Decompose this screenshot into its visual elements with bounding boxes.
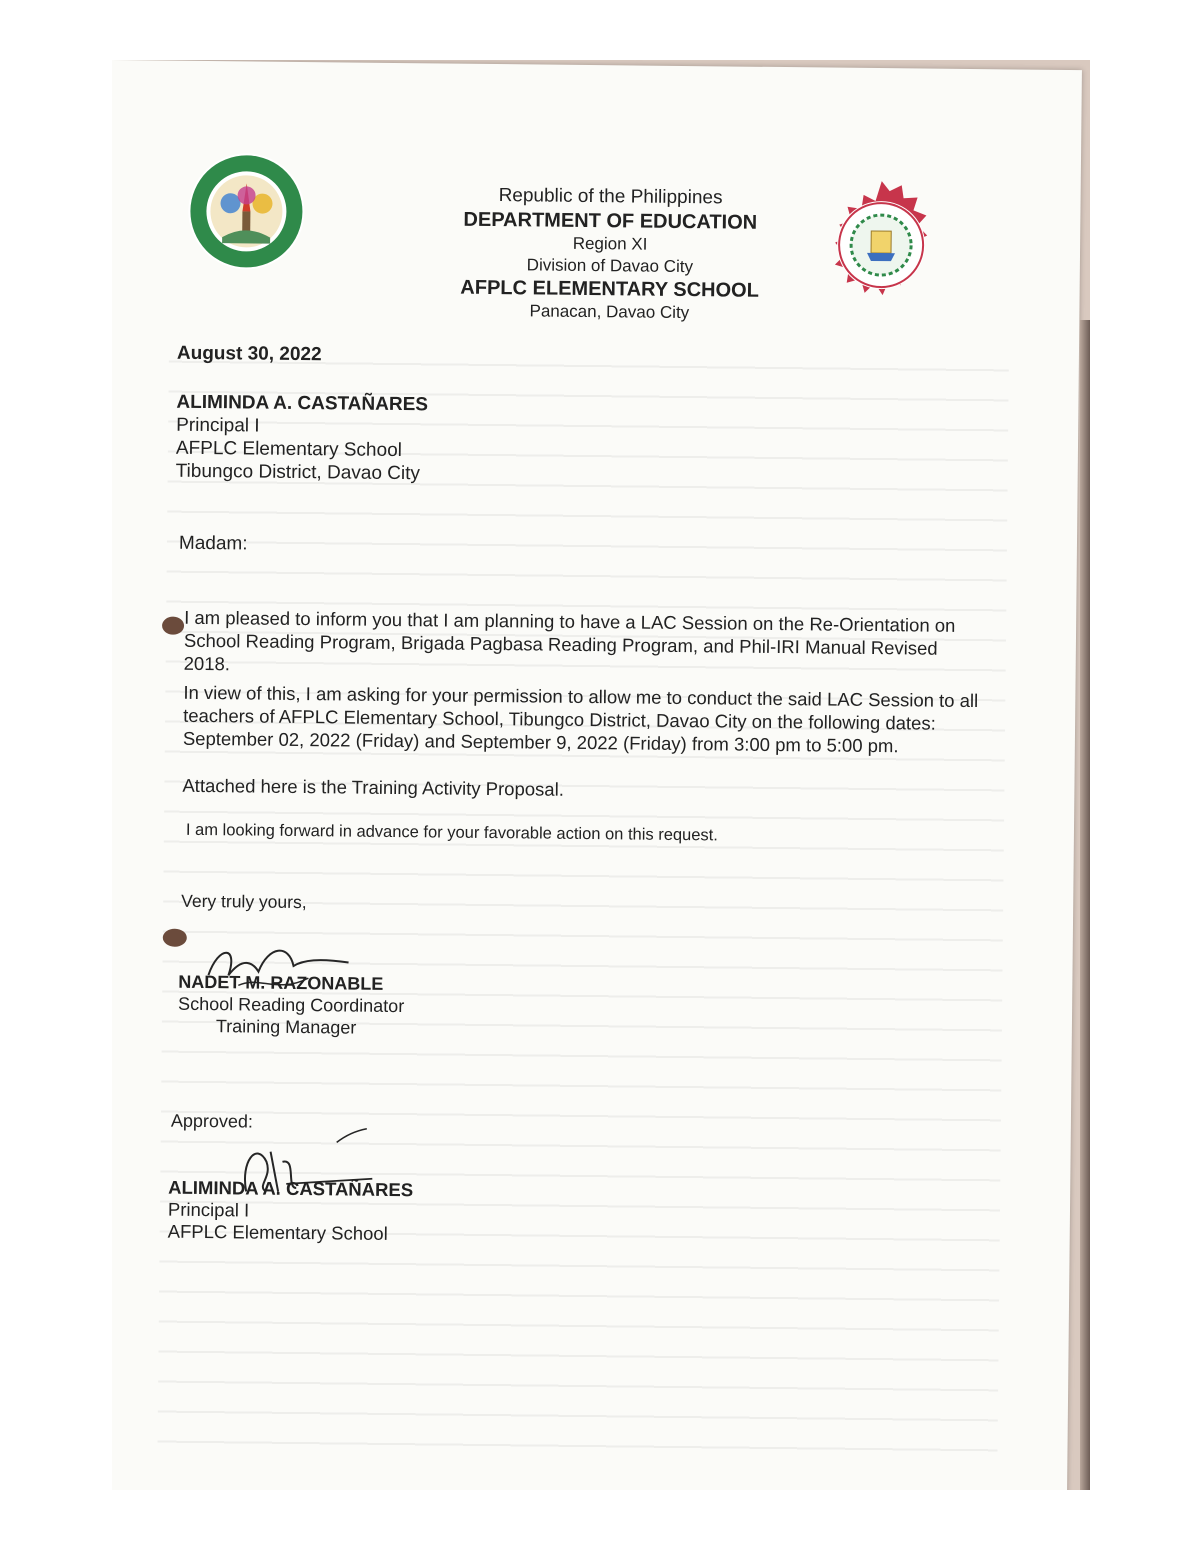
approver-title: Principal I [167,1198,250,1221]
recipient-name: ALIMINDA A. CASTAÑARES [176,391,429,416]
sender-role-2: Training Manager [215,1016,357,1038]
document-photo [112,60,1090,1490]
approver-block [168,1177,414,1246]
letterhead-country: Republic of the Philippines [498,185,723,209]
ink-blot [163,929,187,947]
recipient-district: Tibungco District, Davao City [175,460,421,485]
letterhead-department: DEPARTMENT OF EDUCATION [463,208,758,234]
approved-label: Approved: [170,1110,254,1132]
davao-city-division-seal-icon [188,153,305,270]
letterhead-region: Region XI [572,233,648,254]
sender-name: NADET M. RAZONABLE [178,971,384,994]
body-paragraph-2: In view of this, I am asking for your permission to allow me to conduct the said LAC Session to all teachers of AFPLC Elementary School, Tibungco District, Davao City on the following dates: September 02, 2022 (Friday) and September 9, 2022 (Friday) from 3:00 pm to 5:00 pm. [182,681,979,757]
recipient-school: AFPLC Elementary School [175,437,403,462]
recipient-block [176,391,429,486]
sender-block [178,971,405,1039]
letterhead-address: Panacan, Davao City [529,301,690,323]
letter-page [112,60,1082,1490]
approver-school: AFPLC Elementary School [167,1220,388,1244]
letterhead-school: AFPLC ELEMENTARY SCHOOL [460,276,759,302]
body-paragraph-3: Attached here is the Training Activity Proposal. [182,774,565,800]
ink-blot [162,617,184,635]
complimentary-close: Very truly yours, [181,890,307,913]
body-paragraph-4: I am looking forward in advance for your favorable action on this request. [185,820,718,845]
afplc-elementary-school-seal-icon [821,179,940,310]
body-paragraph-1: I am pleased to inform you that I am planning to have a LAC Session on the Re-Orientation on School Reading Program, Brigada Pagbasa Reading Program, and Phil-IRI Manual Revised 2018. [183,606,956,675]
page-fold-shadow [1080,320,1090,1490]
salutation: Madam: [178,532,248,555]
letterhead [399,183,820,325]
letter-date: August 30, 2022 [176,342,322,366]
approver-name: ALIMINDA A. CASTAÑARES [168,1176,414,1201]
letterhead-division: Division of Davao City [526,255,694,277]
recipient-title: Principal I [176,414,260,437]
sender-role: School Reading Coordinator [178,993,405,1017]
